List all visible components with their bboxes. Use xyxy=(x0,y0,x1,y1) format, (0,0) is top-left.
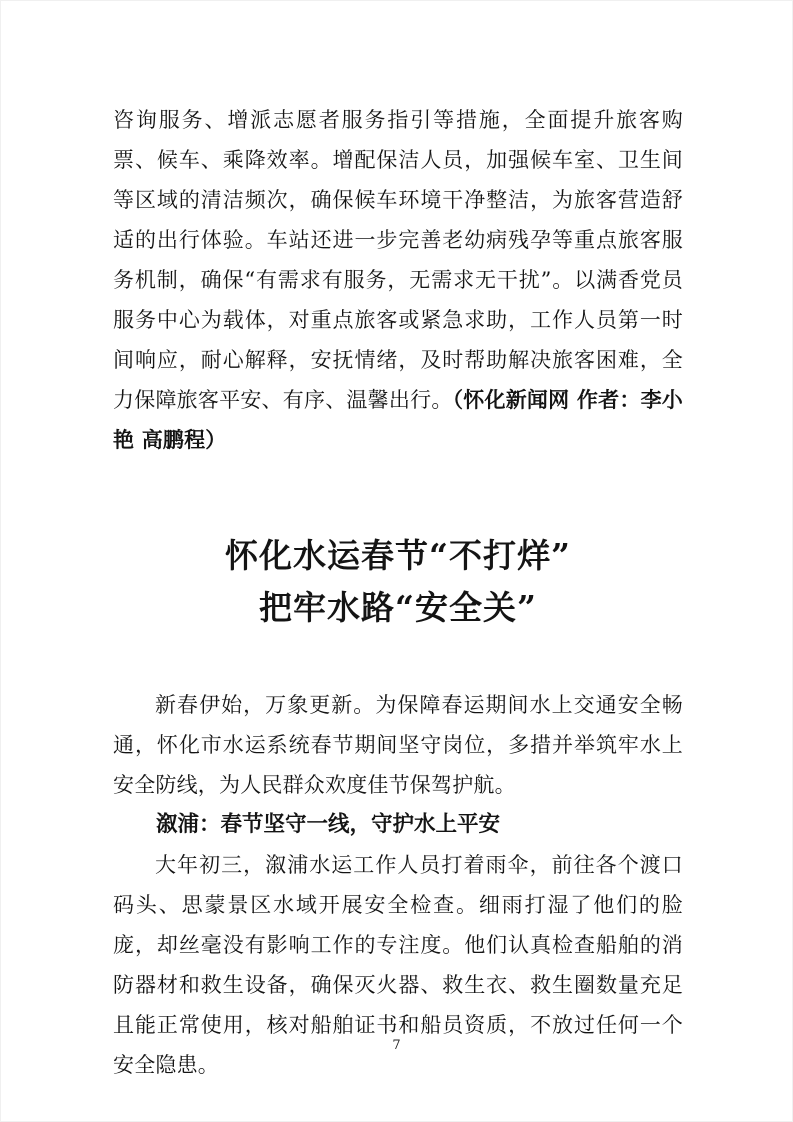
source-credit: （怀化新闻网 作者：李小艳 高鹏程） xyxy=(113,387,683,452)
continuation-text: 咨询服务、增派志愿者服务指引等措施，全面提升旅客购票、候车、乘降效率。增配保洁人员，加强候车室、卫生间等区域的清洁频次，确保候车环境干净整洁，为旅客营造舒适的出行体验。车站还进一步完善老幼病残孕等重点旅客服务机制，确保“有需求有服务，无需求无干扰”。以满香党员服务中心为载体，对重点旅客或紧急求助，工作人员第一时间响应，耐心解释，安抚情绪，及时帮助解决旅客困难，全力保障旅客平安、有序、温馨出行。 xyxy=(113,108,683,412)
section-subhead: 溆浦：春节坚守一线，守护水上平安 xyxy=(156,812,501,837)
page-number: 7 xyxy=(392,1038,401,1053)
article-title-line-1: 怀化水运春节“不打烊” xyxy=(225,536,571,575)
page-content xyxy=(113,100,683,1085)
body-paragraph: 大年初三，溆浦水运工作人员打着雨伞，前往各个渡口码头、思蒙景区水域开展安全检查。细雨打湿了他们的脸庞，却丝毫没有影响工作的专注度。他们认真检查船舶的消防器材和救生设备，确保灭火器、救生衣、救生圈数量充足且能正常使用，核对船舶证书和船员资质，不放过任何一个安全隐患。 xyxy=(113,853,683,1077)
article-title xyxy=(113,530,683,634)
intro-paragraph: 新春伊始，万象更新。为保障春运期间水上交通安全畅通，怀化市水运系统春节期间坚守岗位，多措并举筑牢水上安全防线，为人民群众欢度佳节保驾护航。 xyxy=(113,693,683,797)
article-title-line-2: 把牢水路“安全关” xyxy=(259,588,537,627)
continuation-paragraph xyxy=(113,100,683,460)
